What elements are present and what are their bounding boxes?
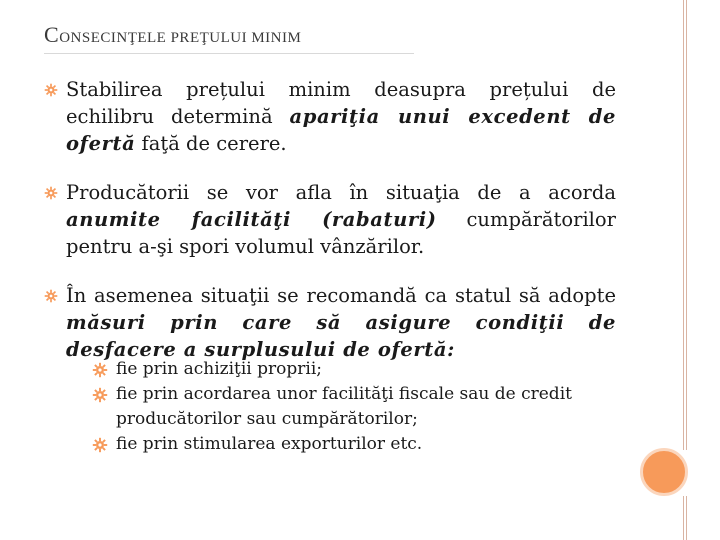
sub-bullet-list <box>66 357 616 457</box>
sun-gear-icon <box>44 83 58 97</box>
sub-bullet-item <box>92 432 616 457</box>
text-run: cumpărătorilor pentru a-şi spori volumul vânzărilor. <box>66 208 616 258</box>
title-underline <box>44 53 414 54</box>
bullet-mark <box>44 82 58 96</box>
emphasized-text: măsuri prin care să asigure condiţii de desfacere a surplusului de ofertă: <box>66 311 616 361</box>
bullet-item <box>44 282 616 457</box>
bullet-text <box>66 179 616 260</box>
emphasized-text: apariţia unui excedent de ofertă <box>66 105 616 155</box>
text-run: În asemenea situaţii se recomandă ca statul să adopte <box>66 284 616 307</box>
emphasized-text: anumite facilităţi (rabaturi) <box>66 208 437 231</box>
sub-bullet-text: fie prin stimularea exporturilor etc. <box>116 434 423 454</box>
sub-bullet-mark <box>92 361 108 377</box>
bullet-item <box>44 179 616 260</box>
text-run: Stabilirea prețului minim deasupra prețului de echilibru determină <box>66 78 616 128</box>
sun-gear-icon <box>92 437 108 453</box>
bullet-mark <box>44 288 58 302</box>
decor-line-right <box>686 0 687 450</box>
decor-circle <box>640 448 688 496</box>
text-run: Producătorii se vor afla în situaţia de a acorda <box>66 181 616 204</box>
sun-gear-icon <box>92 387 108 403</box>
bullet-list <box>44 76 616 479</box>
sun-gear-icon <box>44 186 58 200</box>
sub-bullet-item <box>92 357 616 382</box>
sub-bullet-mark <box>92 386 108 402</box>
bullet-mark <box>44 185 58 199</box>
title-rest: ONSECINŢELE PREŢULUI MINIM <box>59 30 302 46</box>
decor-line-bottom-right <box>686 496 687 540</box>
slide-title <box>44 22 301 48</box>
bullet-text <box>66 282 616 363</box>
bullet-text <box>66 76 616 157</box>
sun-gear-icon <box>44 289 58 303</box>
sub-bullet-item <box>92 382 616 432</box>
text-run: faţă de cerere. <box>135 132 287 155</box>
sub-bullet-text: fie prin acordarea unor facilităţi fiscale sau de credit producătorilor sau cumpărătorilor; <box>116 384 572 429</box>
decor-line-left <box>683 0 684 450</box>
bullet-item <box>44 76 616 157</box>
title-initial: C <box>44 22 60 47</box>
decor-line-bottom-left <box>683 496 684 540</box>
sub-bullet-mark <box>92 436 108 452</box>
sub-bullet-text: fie prin achiziţii proprii; <box>116 359 323 379</box>
sun-gear-icon <box>92 362 108 378</box>
